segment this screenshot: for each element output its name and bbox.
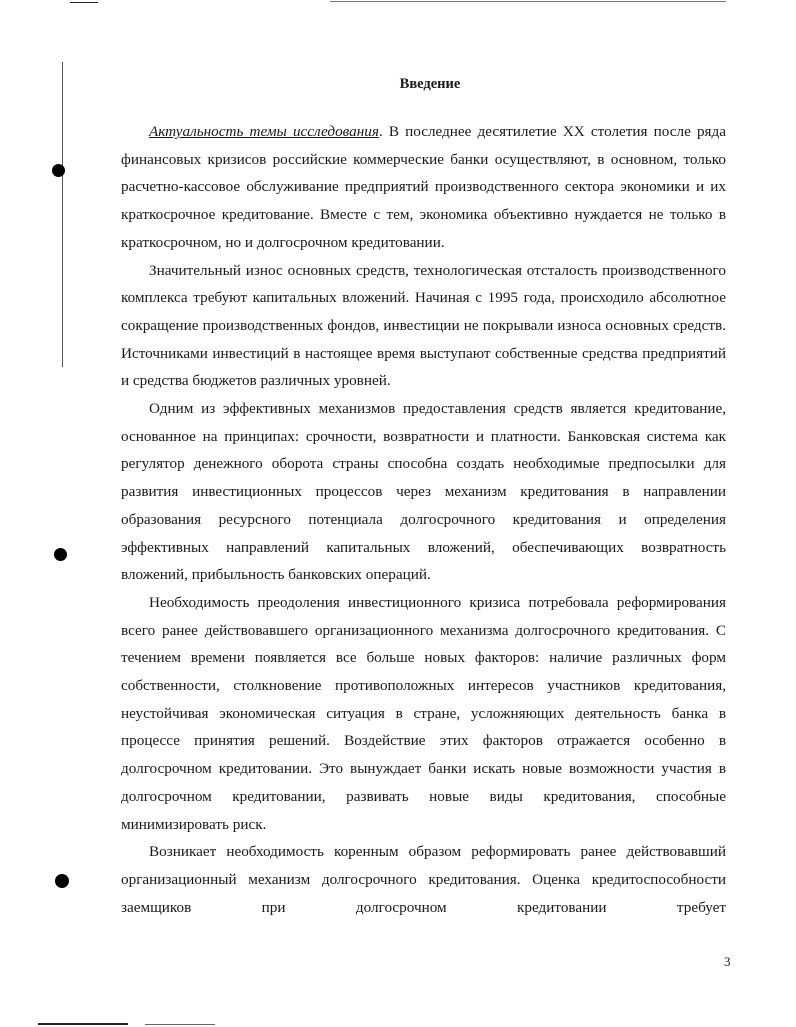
punch-hole-mark-3	[55, 874, 69, 888]
paragraph-5: Возникает необходимость коренным образом реформировать ранее действовавший организационный механизм долгосрочного кредитования. Оценка кредитоспособности заемщиков при долгосрочном кредитовании требует	[121, 843, 726, 916]
scan-margin-line	[62, 62, 63, 367]
punch-hole-mark-2	[54, 548, 67, 561]
document-body	[121, 118, 726, 921]
paragraph-1	[121, 118, 726, 257]
scan-line-bottom-left	[38, 1023, 128, 1025]
paragraph-3: Одним из эффективных механизмов предоставления средств является кредитование, основанное на принципах: срочности, возвратности и платности. Банковская система как регулятор денежного оборота страны способна создать необходимые предпосылки для развития инвестиционных процессов через механизм кредитования в направлении образования ресурсного потенциала долгосрочного кредитования и определения эффективных направлений капитальных вложений, обеспечивающих возвратность вложений, прибыльность банковских операций.	[121, 400, 726, 584]
scan-line-bottom-mid	[145, 1024, 215, 1025]
page-number: 3	[724, 954, 731, 969]
page-title: Введение	[399, 75, 461, 92]
paragraph-2: Значительный износ основных средств, технологическая отсталость производственного комплекса требуют капитальных вложений. Начиная с 1995 года, происходило абсолютное сокращение производственных фондов, инвестиции не покрывали износа основных средств. Источниками инвестиций в настоящее время выступают собственные средства предприятий и средства бюджетов различных уровней.	[121, 261, 726, 390]
lead-phrase: Актуальность темы исследования	[149, 123, 379, 140]
scan-line-top-right	[330, 1, 726, 2]
paragraph-1-text: . В последнее десятилетие XX столетия после ряда финансовых кризисов российские коммерческие банки осуществляют, в основном, только расчетно-кассовое обслуживание предприятий производственного сектора экономики и их краткосрочное кредитование. Вместе с тем, экономика объективно нуждается не только в краткосрочном, но и долгосрочном кредитовании.	[121, 123, 726, 251]
punch-hole-mark-1	[52, 164, 65, 177]
paragraph-4: Необходимость преодоления инвестиционного кризиса потребовала реформирования всего ранее действовавшего организационного механизма долгосрочного кредитования. С течением времени появляется все больше новых факторов: наличие различных форм собственности, столкновение противоположных интересов участников кредитования, неустойчивая экономическая ситуация в стране, усложняющих деятельность банка в процессе принятия решений. Воздействие этих факторов отражается особенно в долгосрочном кредитовании. Это вынуждает банки искать новые возможности участия в долгосрочном кредитовании, развивать новые виды кредитования, способные минимизировать риск.	[121, 593, 726, 833]
scan-line-top-left	[70, 2, 98, 3]
